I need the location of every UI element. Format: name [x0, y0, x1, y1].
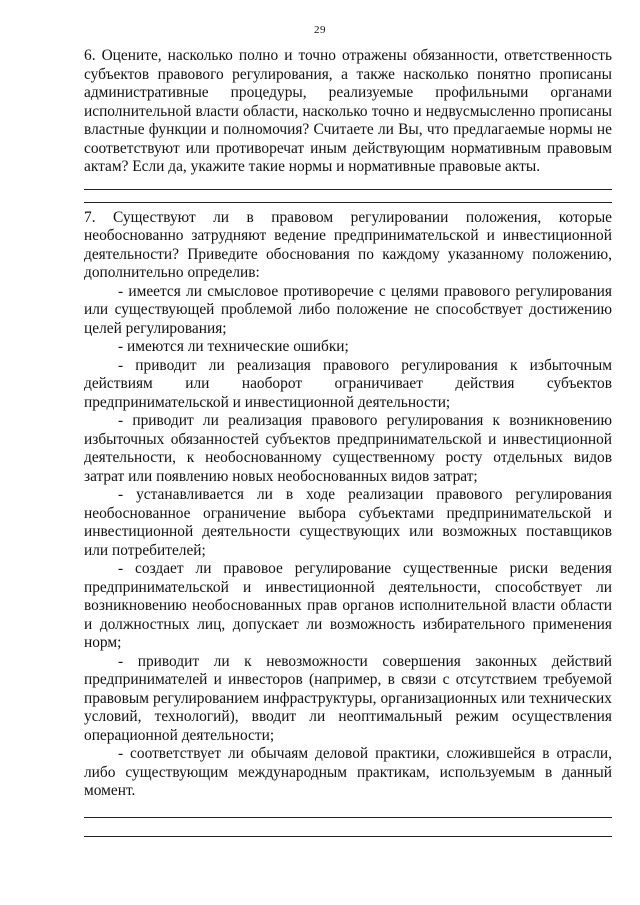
separator-line — [84, 202, 612, 203]
question-7-item: - соответствует ли обычаям деловой практики, сложившейся в отрасли, либо существующим международным практикам, используемым в данный момент. — [84, 745, 612, 799]
answer-line-q7-1 — [84, 817, 612, 818]
answer-line-q6 — [84, 189, 612, 190]
page-number: 29 — [314, 24, 326, 36]
question-7-item: - приводит ли реализация правового регулирования к избыточным действиям или наоборот ограничивает действия субъектов предпринимательской и инвестиционной деятельности; — [84, 356, 612, 411]
answer-line-q7-2 — [84, 836, 612, 837]
question-7-item: - создает ли правовое регулирование существенные риски ведения предпринимательской и инвестиционной деятельности, способствует ли возникновению необоснованных прав органов исполнительной власти области и должностных лиц, допускает ли возможность избирательного применения норм; — [84, 560, 612, 651]
question-6-text: 6. Оцените, насколько полно и точно отражены обязанности, ответственность субъектов правового регулирования, а также насколько понятно прописаны административные процедуры, реализуемые профильными органами исполнительной власти области, насколько точно и недвусмысленно прописаны властные функции и полномочия? Считаете ли Вы, что предлагаемые нормы не соответствуют или противоречат иным действующим нормативным правовым актам? Если да, укажите такие нормы и нормативные правовые акты. — [84, 47, 612, 175]
question-7-item: - устанавливается ли в ходе реализации правового регулирования необоснованное ограничение выбора субъектами предпринимательской и инвестиционной деятельности существующих или возможных поставщиков или потребителей; — [84, 486, 612, 559]
question-7-intro: 7. Существуют ли в правовом регулировании положения, которые необоснованно затрудняют ведение предпринимательской и инвестиционной деятельности? Приведите обоснования по каждому указанному положению, дополнительно определив: — [84, 208, 612, 281]
page-content — [84, 47, 612, 837]
question-7-item: - приводит ли реализация правового регулирования к возникновению избыточных обязанностей субъектов предпринимательской и инвестиционной деятельности, к необоснованному существенному росту отдельных видов затрат или появлению новых необоснованных видов затрат; — [84, 412, 612, 485]
question-7-item: - имеются ли технические ошибки; — [118, 338, 349, 355]
question-7-item: - имеется ли смысловое противоречие с целями правового регулирования или существующей проблемой либо положение не способствует достижению целей регулирования; — [84, 282, 612, 337]
question-7-item: - приводит ли к невозможности совершения законных действий предпринимателей и инвесторов (например, в связи с отсутствием требуемой правовым регулированием инфраструктуры, организационных или технических условий, технологий), вводит ли неоптимальный режим осуществления операционной деятельности; — [84, 652, 612, 744]
